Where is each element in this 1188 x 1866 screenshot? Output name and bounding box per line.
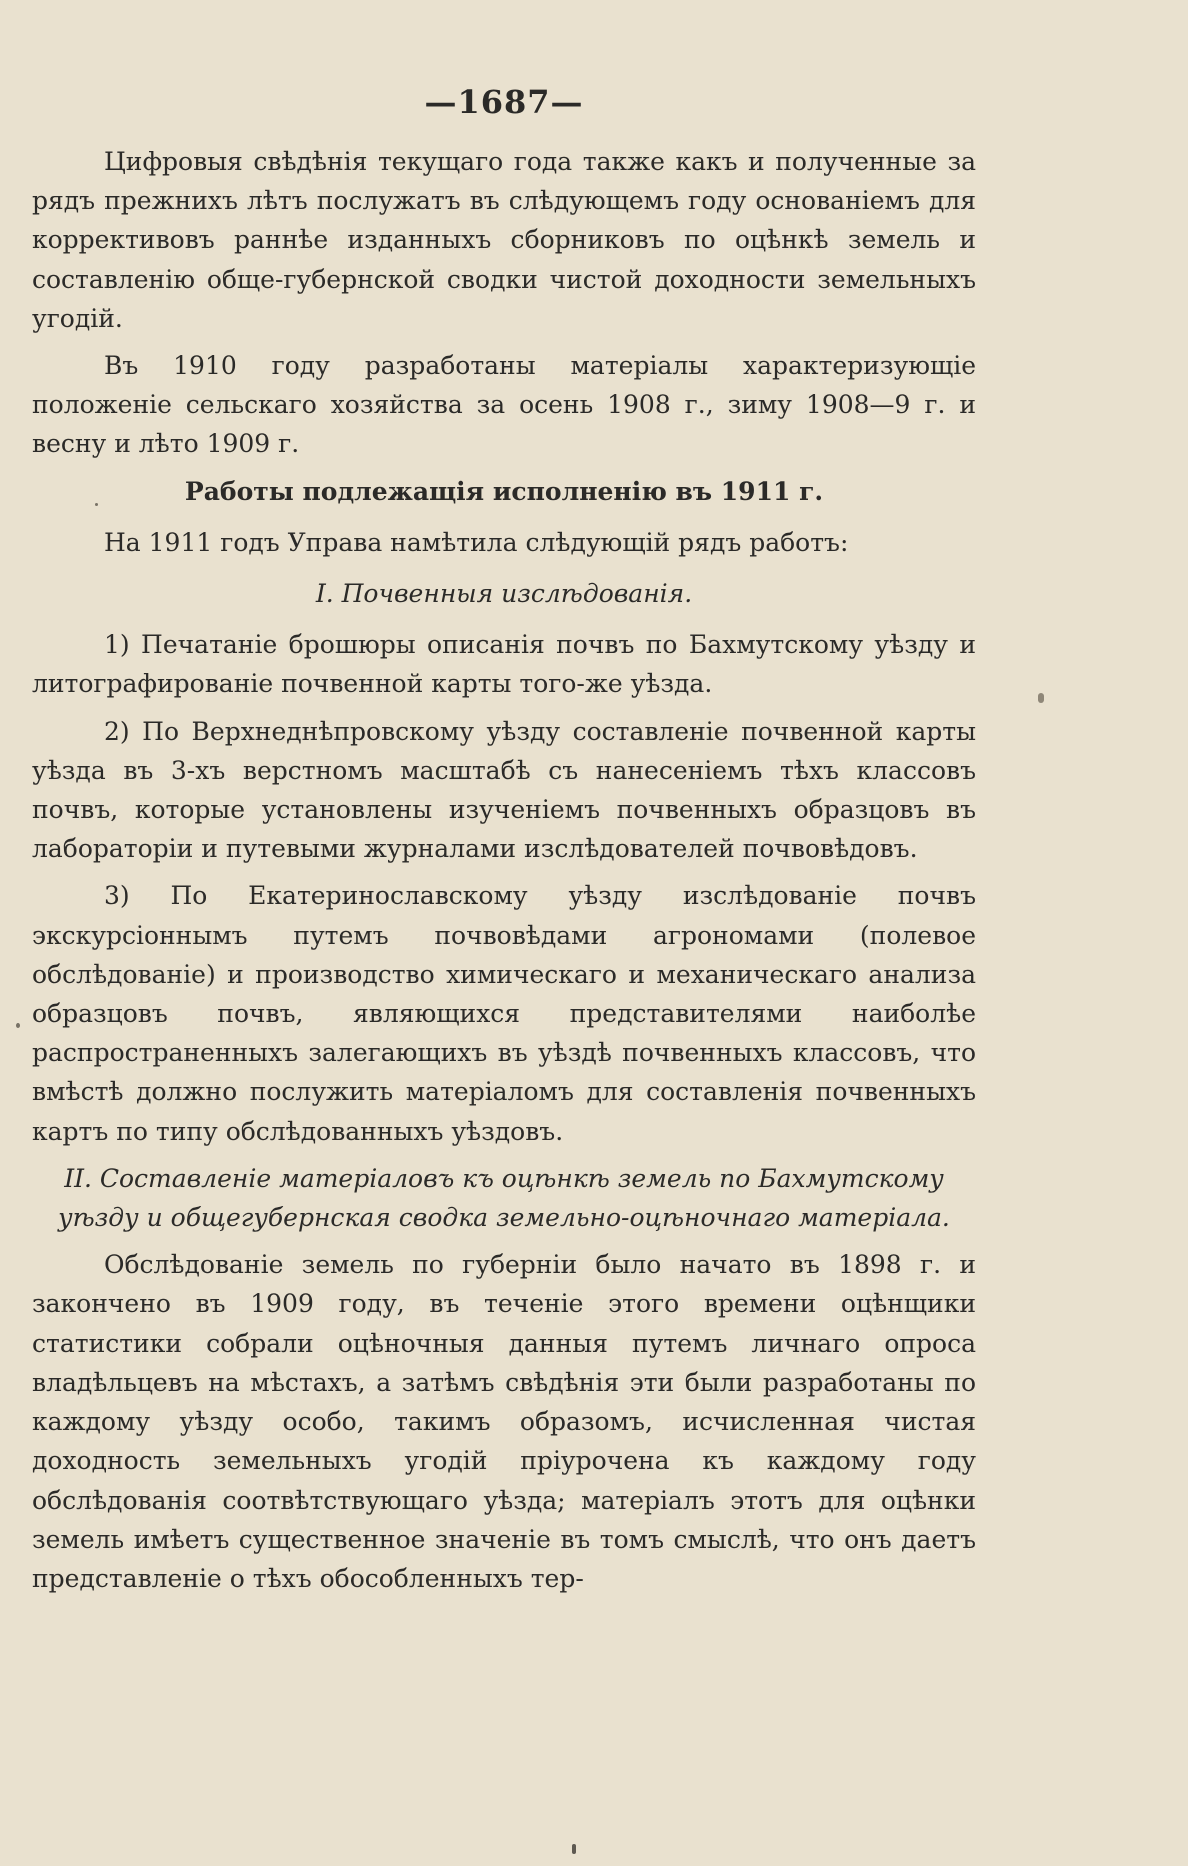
- ink-mark: [95, 503, 98, 506]
- text-block: [32, 82, 976, 1598]
- section-heading-works-1911: Работы подлежащія исполненію въ 1911 г.: [184, 476, 824, 506]
- page-number: —1687—: [424, 83, 584, 121]
- ink-mark: [572, 1844, 576, 1854]
- ink-mark: [1038, 693, 1044, 703]
- list-item-3: 3) По Екатеринославскому уѣзду изслѣдованіе почвъ экскурсіоннымъ путемъ почвовѣдами агрономами (полевое обслѣдованіе) и производство химическаго и механическаго анализа образцовъ почвъ, являющихся представителями наиболѣе распространенныхъ залегающихъ въ уѣздѣ почвенныхъ классовъ, что вмѣстѣ должно послужить матеріаломъ для составленія почвенныхъ картъ по типу обслѣдованныхъ уѣздовъ.: [32, 881, 976, 1146]
- paragraph-4: Обслѣдованіе земель по губерніи было начато въ 1898 г. и закончено въ 1909 году, въ теченіе этого времени оцѣнщики статистики собрали оцѣночныя данныя путемъ личнаго опроса владѣльцевъ на мѣстахъ, а затѣмъ свѣдѣнія эти были разработаны по каждому уѣзду особо, такимъ образомъ, исчисленная чистая доходность земельныхъ угодій пріурочена къ каждому году обслѣдованія соотвѣтствующаго уѣзда; матеріалъ этотъ для оцѣнки земель имѣетъ существенное значеніе въ томъ смыслѣ, что онъ даетъ представленіе о тѣхъ обособленныхъ тер-: [32, 1250, 976, 1593]
- list-item-2: 2) По Верхнеднѣпровскому уѣзду составленіе почвенной карты уѣзда въ 3-хъ верстномъ масштабѣ съ нанесеніемъ тѣхъ классовъ почвъ, которые установлены изученіемъ почвенныхъ образцовъ въ лабораторіи и путевыми журналами изслѣдователей почвовѣдовъ.: [32, 716, 976, 864]
- paragraph-1: Цифровыя свѣдѣнія текущаго года также какъ и полученные за рядъ прежнихъ лѣтъ послужатъ въ слѣдующемъ году основаніемъ для коррективовъ раннѣе изданныхъ сборниковъ по оцѣнкѣ земель и составленію обще-губернской сводки чистой доходности земельныхъ угодій.: [32, 147, 976, 333]
- subheading-land-assessment: II. Составленіе матеріаловъ къ оцѣнкѣ земель по Бахмутскому уѣзду и общегубернская сводка земельно-оцѣночнаго матеріала.: [58, 1163, 950, 1233]
- ink-mark: [16, 1023, 20, 1028]
- subheading-soil-studies: I. Почвенныя изслѣдованія.: [315, 579, 693, 609]
- list-item-1: 1) Печатаніе брошюры описанія почвъ по Бахмутскому уѣзду и литографированіе почвенной карты того-же уѣзда.: [32, 630, 976, 699]
- paragraph-2: Въ 1910 году разработаны матеріалы характеризующіе положеніе сельскаго хозяйства за осень 1908 г., зиму 1908—9 г. и весну и лѣто 1909 г.: [32, 351, 976, 459]
- paragraph-3: На 1911 годъ Управа намѣтила слѣдующій рядъ работъ:: [104, 527, 849, 557]
